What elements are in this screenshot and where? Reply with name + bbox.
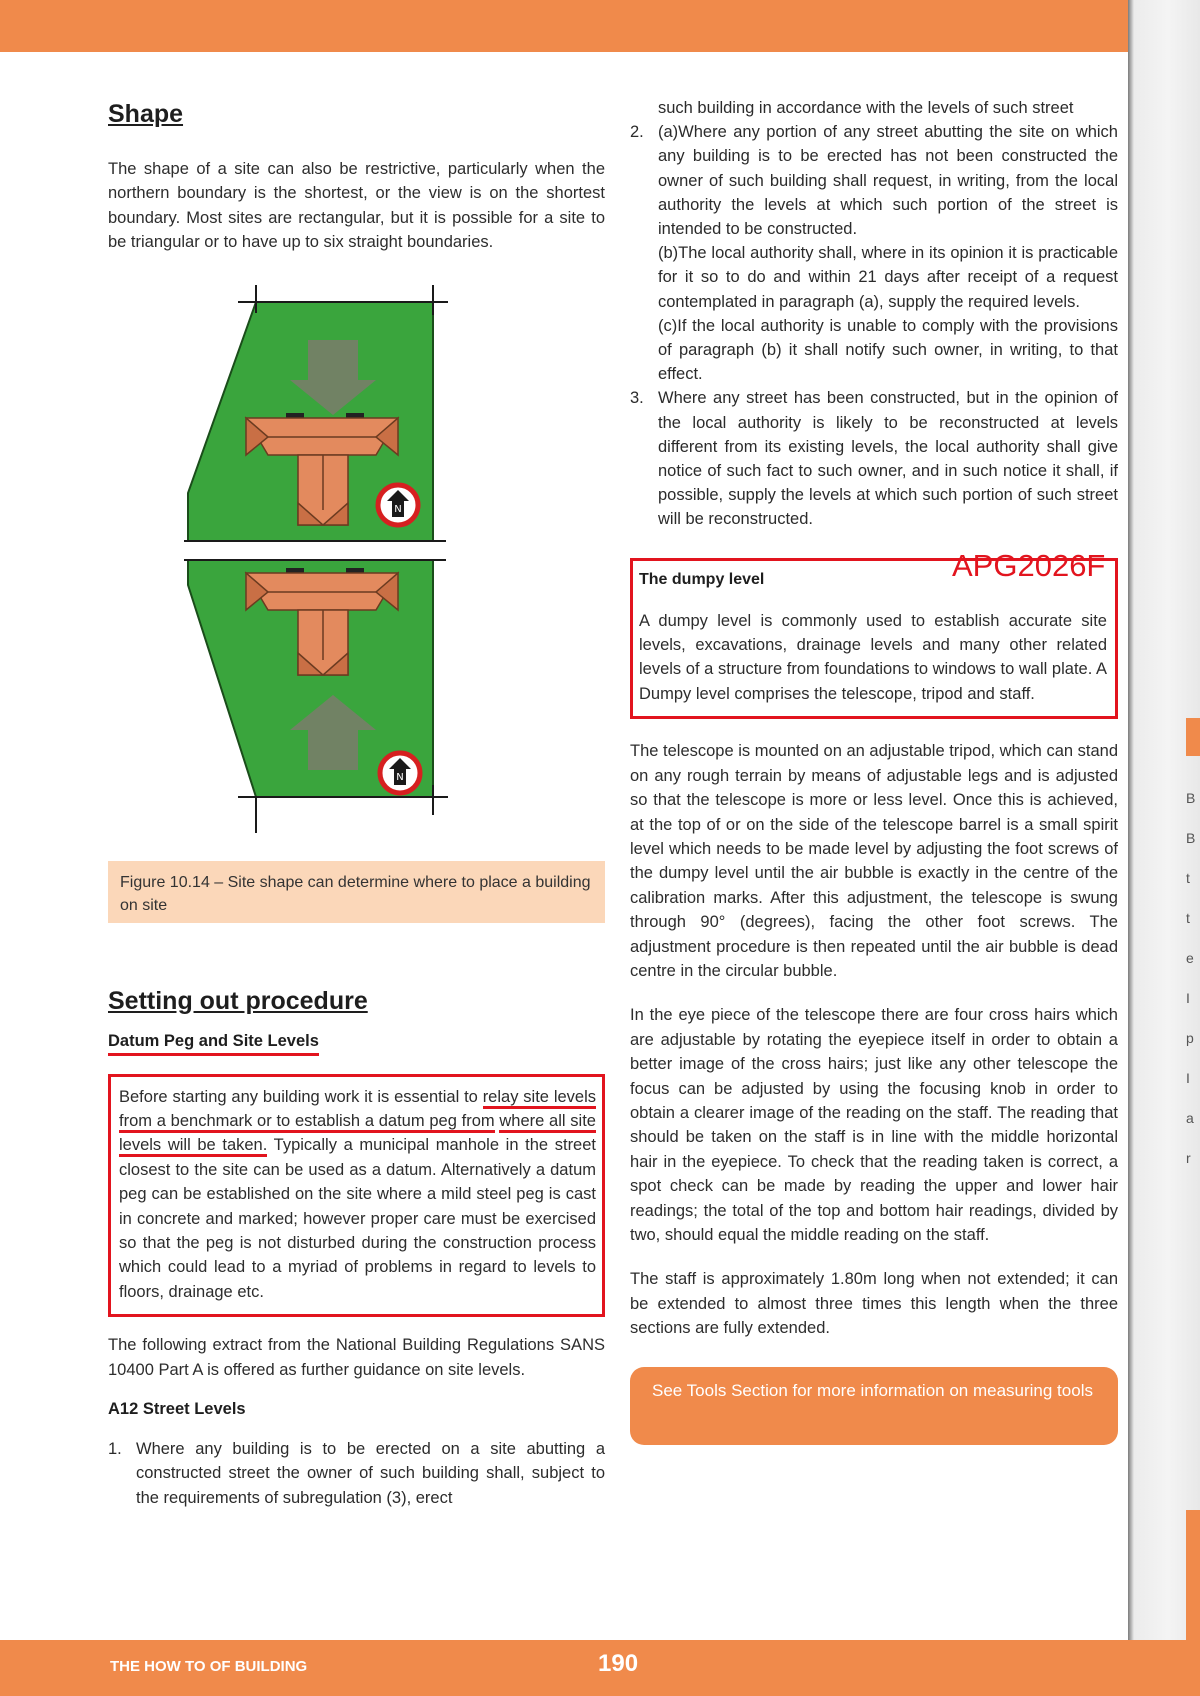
datum-text-pre: Before starting any building work it is essential to: [119, 1087, 483, 1106]
edge-letter: B: [1186, 790, 1196, 806]
north-label: N: [396, 771, 404, 783]
figure-caption: Figure 10.14 – Site shape can determine where to place a building on site: [108, 861, 605, 923]
list-subitem-b: (b)The local authority shall, where in its opinion it is practicable for it so to do and within 21 days after receipt of a request contemplated in paragraph (a), supply the required levels.: [658, 244, 1118, 311]
edge-letter: p: [1186, 1030, 1194, 1046]
list-subitem-a: (a)Where any portion of any street abutting the site on which any building is to be erected has not been constructed the owner of such building shall request, in writing, from the local authority the levels at which such portion of the street is intended to be constructed.: [658, 123, 1118, 239]
edge-letter: r: [1186, 1150, 1191, 1166]
footer-book-title: THE HOW TO OF BUILDING: [110, 1658, 308, 1675]
shape-paragraph: The shape of a site can also be restrictive, particularly when the northern boundary is the shortest, or the view is on the shortest boundary. Most sites are rectangular, but it is possible for a site to be triangular or to have up to six straight boundaries.: [108, 160, 605, 252]
site-shape-diagram: [108, 285, 605, 885]
list-subitem-c: (c)If the local authority is unable to comply with the provisions of paragraph (b) it shall notify such owner, in writing, to that effect.: [658, 316, 1118, 384]
datum-peg-annotation-box: [108, 1074, 605, 1318]
a12-heading: A12 Street Levels: [108, 1400, 246, 1419]
dumpy-intro-paragraph: A dumpy level is commonly used to establish accurate site levels, excavations, drainage levels and many other related levels of a structure from foundations to windows to wall plate. A Dumpy level comprises the telescope, tripod and staff.: [639, 611, 1107, 703]
north-compass-icon: [378, 485, 418, 525]
a12-list-continued: [630, 96, 1118, 532]
edge-letter: t: [1186, 910, 1190, 926]
site-shape-figure: [108, 285, 605, 885]
shape-heading: Shape: [108, 100, 184, 128]
left-column: [108, 100, 605, 1510]
page-footer: [0, 1640, 1200, 1696]
datum-text-post: Typically a municipal manhole in the street closest to the site can be used as a datum. Alternatively a datum peg can be established on the site where a mild steel peg is cast in concrete and marked; however proper care must be exercised so that the peg is not disturbed during the construction process which could lead to a myriad of problems in regard to levels to floors, drainage etc.: [119, 1136, 596, 1301]
list-item: [630, 120, 1118, 386]
list-number: 3.: [630, 389, 644, 408]
telescope-paragraph: The telescope is mounted on an adjustable tripod, which can stand on any rough terrain by means of adjustable legs and is adjusted so that the telescope is more or less level. Once this is achieved, at the top of or on the side of the telescope barrel is a small spirit level which needs to be made level by adjusting the foot screws of the dumpy level until the air bubble is exactly in the centre of the calibration marks. After this adjustment, the telescope is swung through 90° (degrees), facing the other foot screws. The adjustment procedure is then repeated until the air bubble is dead centre in the circular bubble.: [630, 742, 1118, 980]
list-item: [630, 96, 1118, 120]
edge-letter: e: [1186, 950, 1194, 966]
datum-text-underlined-1: relay site levels from a benchmark or to establish a datum peg from: [119, 1088, 596, 1133]
datum-peg-subheading: Datum Peg and Site Levels: [108, 1032, 319, 1056]
apg-stamp: APG2026F: [952, 548, 1106, 583]
list-item: [630, 386, 1118, 531]
cross-hairs-paragraph: In the eye piece of the telescope there are four cross hairs which are adjustable by rotating the eyepiece itself in order to obtain a better image of the cross hairs; just like any other telescope the focus can be adjusted by using the focusing knob in order to obtain a clearer image of the reading on the staff. The reading that should be taken on the staff is in line with the middle horizontal hair in the eyepiece. To check that the reading taken is correct, a spot check can be made by reading the upper and lower hair readings; the total of the top and bottom hair readings, divided by two, should equal the middle reading on the staff.: [630, 1006, 1118, 1244]
edge-letter: I: [1186, 990, 1190, 1006]
a12-list: [108, 1437, 605, 1510]
staff-paragraph: The staff is approximately 1.80m long when not extended; it can be extended to almost three times this length when the three sections are fully extended.: [630, 1270, 1118, 1338]
edge-tab: [1186, 718, 1200, 756]
datum-peg-paragraph: [119, 1085, 596, 1305]
north-label: N: [394, 503, 402, 515]
edge-letter: B: [1186, 830, 1196, 846]
list-text: Where any street has been constructed, but in the opinion of the local authority is likely to be reconstructed at levels different from its existing levels, the local authority shall give notice of such fact to such owner, and in such notice it shall, if possible, supply the levels at which such portion of such street will be reconstructed.: [658, 389, 1118, 529]
list-text: such building in accordance with the levels of such street: [658, 99, 1074, 117]
list-number: 1.: [108, 1440, 122, 1459]
north-compass-icon: [380, 753, 420, 793]
dumpy-level-heading: The dumpy level: [639, 570, 765, 588]
page-number: 190: [598, 1650, 639, 1677]
extract-paragraph: The following extract from the National Building Regulations SANS 10400 Part A is offered as further guidance on site levels.: [108, 1336, 605, 1379]
setting-out-heading: Setting out procedure: [108, 986, 368, 1015]
list-number: 2.: [630, 123, 644, 142]
list-item: [108, 1437, 605, 1510]
list-text: Where any building is to be erected on a site abutting a constructed street the owner of such building shall, subject to the requirements of subregulation (3), erect: [136, 1440, 605, 1507]
top-orange-bar: [0, 0, 1200, 52]
right-column: [630, 96, 1118, 1445]
tools-section-callout: See Tools Section for more information on measuring tools: [630, 1367, 1118, 1445]
edge-letters: [1186, 778, 1195, 1178]
datum-text-underlined-2: where all site levels will be taken.: [119, 1112, 596, 1157]
edge-letter: t: [1186, 870, 1190, 886]
edge-letter: a: [1186, 1110, 1194, 1126]
edge-letter: I: [1186, 1070, 1190, 1086]
